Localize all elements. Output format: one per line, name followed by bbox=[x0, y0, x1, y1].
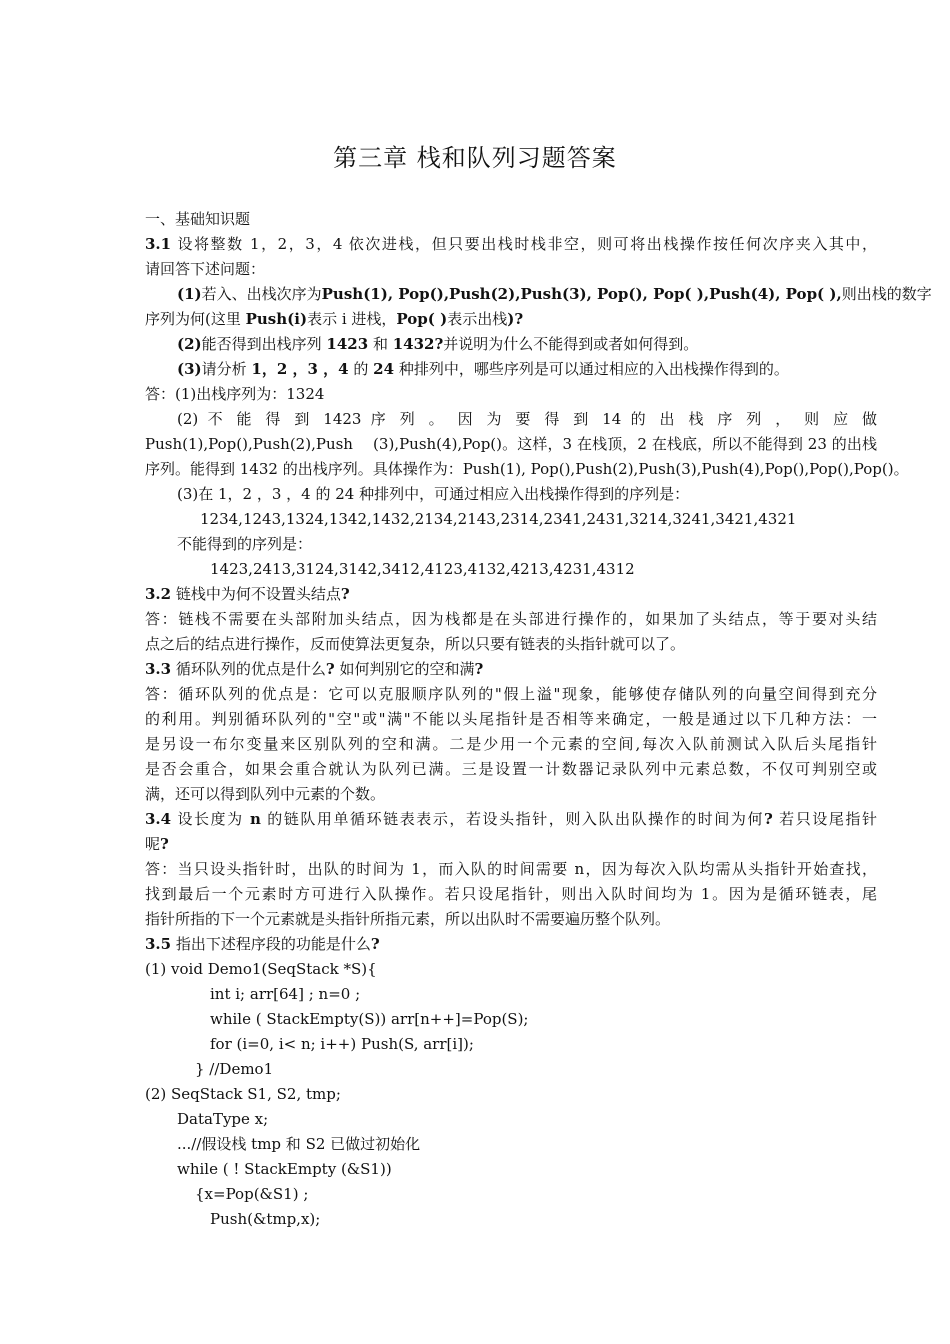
question-3-5-stem bbox=[145, 932, 380, 956]
count: 24 bbox=[373, 360, 395, 378]
question-number: 3.5 bbox=[145, 935, 172, 953]
answer-3-3-cont: 的利用。判别循环队列的"空"或"满"不能以头尾指针是否相等来确定，一般是通过以下几种方法：一 bbox=[145, 710, 877, 728]
question-number: 3.1 bbox=[145, 235, 172, 253]
part-text: 若入、出栈次序为 bbox=[201, 285, 322, 303]
code-line: } //Demo1 bbox=[195, 1060, 274, 1078]
question-3-3-stem bbox=[145, 657, 483, 681]
question-text: 呢 bbox=[145, 835, 161, 853]
part-text: 能否得到出栈序列 bbox=[201, 335, 327, 353]
code-line: while ( ! StackEmpty (&S1)) bbox=[177, 1160, 392, 1178]
code-line: Push(&tmp,x); bbox=[210, 1210, 321, 1228]
question-text: 如何判别它的空和满 bbox=[334, 660, 475, 678]
code-line: {x=Pop(&S1) ; bbox=[195, 1185, 309, 1203]
not-obtainable-label: 不能得到的序列是： bbox=[177, 535, 313, 553]
section-heading: 一、基础知识题 bbox=[145, 210, 251, 228]
question-number: 3.2 bbox=[145, 585, 172, 603]
question-text: 的链队用单循环链表表示，若设头指针，则入队出队操作的时间为何 bbox=[260, 810, 765, 828]
question-text: 设将整数 1，2，3，4 依次进栈，但只要出栈时栈非空，则可将出栈操作按任何次序夹入其中， bbox=[177, 235, 877, 253]
part-text: 序列为何(这里 bbox=[145, 310, 246, 328]
question-text: 循环队列的优点是什么 bbox=[175, 660, 326, 678]
question-number: 3.4 bbox=[145, 810, 172, 828]
question-3-1-stem-cont: 请回答下述问题： bbox=[145, 260, 266, 278]
question-number: 3.3 bbox=[145, 660, 172, 678]
sequence: 1432? bbox=[392, 335, 444, 353]
answer-3-1-2-cont: Push(1),Pop(),Push(2),Push (3),Push(4),Pop()。这样，3 在栈顶，2 在栈底，所以不能得到 23 的出栈 bbox=[145, 435, 877, 453]
question-text: 设长度为 bbox=[177, 810, 251, 828]
answer-3-4-cont: 指针所指的下一个元素就是头指针所指元素，所以出队时不需要遍历整个队列。 bbox=[145, 910, 671, 928]
part-text: )? bbox=[507, 310, 524, 328]
question-text: 若只设尾指针 bbox=[772, 810, 877, 828]
push-notation: Push(i) bbox=[245, 310, 308, 328]
part-text: 并说明为什么不能得到或者如何得到。 bbox=[443, 335, 699, 353]
pop-notation: Pop( ) bbox=[396, 310, 448, 328]
part-text: 种排列中，哪些序列是可以通过相应的入出栈操作得到的。 bbox=[394, 360, 789, 378]
question-text: 指出下述程序段的功能是什么 bbox=[175, 935, 371, 953]
obtainable-sequences: 1234,1243,1324,1342,1432,2134,2143,2314,2341,2431,3214,3241,3421,4321 bbox=[200, 510, 797, 528]
question-3-4-stem bbox=[145, 807, 877, 831]
question-mark: ? bbox=[160, 835, 169, 853]
answer-3-3: 答：循环队列的优点是：它可以克服顺序队列的"假上溢"现象，能够使存储队列的向量空间得到充分 bbox=[145, 685, 877, 703]
answer-3-2: 答：链栈不需要在头部附加头结点，因为栈都是在头部进行操作的，如果加了头结点，等于要对头结 bbox=[145, 610, 877, 628]
part-number: (2) bbox=[177, 335, 202, 353]
code-line: while ( StackEmpty(S)) arr[n++]=Pop(S); bbox=[210, 1010, 529, 1028]
part-text: 表示 i 进栈， bbox=[307, 310, 397, 328]
answer-3-3-cont: 是否会重合，如果会重合就认为队列已满。三是设置一计数器记录队列中元素总数，不仅可判别空或 bbox=[145, 760, 877, 778]
question-text: 链栈中为何不设置头结点 bbox=[175, 585, 341, 603]
answer-3-3-cont: 是另设一布尔变量来区别队列的空和满。二是少用一个元素的空间,每次入队前测试入队后头尾指针 bbox=[145, 735, 877, 753]
answer-3-1-2: (2) 不 能 得 到 1423 序 列 。 因 为 要 得 到 14 的 出 栈 序 列 ， 则 应 做 bbox=[177, 410, 877, 428]
question-3-1-part-1-cont bbox=[145, 307, 523, 331]
part-number: (1) bbox=[177, 285, 202, 303]
part-text: 则出栈的数字 bbox=[841, 285, 932, 303]
answer-3-1-3: (3)在 1，2 ，3 ，4 的 24 种排列中，可通过相应入出栈操作得到的序列是： bbox=[177, 485, 690, 503]
part-text: 和 bbox=[368, 335, 393, 353]
part-number: (3) bbox=[177, 360, 202, 378]
page-title: 第三章 栈和队列习题答案 bbox=[333, 144, 617, 172]
answer-3-1-2-cont: 序列。能得到 1432 的出栈序列。具体操作为：Push(1), Pop(),Push(2),Push(3),Push(4),Pop(),Pop(),Pop()。 bbox=[145, 460, 909, 478]
not-obtainable-sequences: 1423,2413,3124,3142,3412,4123,4132,4213,4231,4312 bbox=[210, 560, 635, 578]
answer-3-4: 答：当只设头指针时，出队的时间为 1，而入队的时间需要 n，因为每次入队均需从头指针开始查找， bbox=[145, 860, 877, 878]
question-mark: ? bbox=[340, 585, 350, 603]
question-3-1-part-3 bbox=[177, 357, 789, 381]
sequence: 1423 bbox=[326, 335, 369, 353]
question-mark: ? bbox=[370, 935, 380, 953]
part-text: 表示出栈 bbox=[447, 310, 508, 328]
operation-sequence: Push(1), Pop(),Push(2),Push(3), Pop(), Pop( ),Push(4), Pop( ), bbox=[321, 285, 842, 303]
question-3-1-part-1 bbox=[177, 282, 932, 306]
question-mark: ? bbox=[325, 660, 335, 678]
answer-3-1-1: 答：(1)出栈序列为：1324 bbox=[145, 385, 325, 403]
code-line: ...//假设栈 tmp 和 S2 已做过初始化 bbox=[177, 1135, 421, 1153]
code-line: int i; arr[64] ; n=0 ; bbox=[210, 985, 361, 1003]
code-line: (2) SeqStack S1, S2, tmp; bbox=[145, 1085, 341, 1103]
answer-3-4-cont: 找到最后一个元素时方可进行入队操作。若只设尾指针，则出入队时间均为 1。因为是循环链表，尾 bbox=[145, 885, 877, 903]
question-3-1-stem bbox=[145, 232, 877, 256]
answer-3-2-cont: 点之后的结点进行操作，反而使算法更复杂，所以只要有链表的头指针就可以了。 bbox=[145, 635, 686, 653]
code-line: (1) void Demo1(SeqStack *S){ bbox=[145, 960, 377, 978]
question-mark: ? bbox=[474, 660, 484, 678]
part-text: 的 bbox=[348, 360, 374, 378]
answer-3-3-cont: 满，还可以得到队列中元素的个数。 bbox=[145, 785, 386, 803]
numbers: 1，2 ，3 ，4 bbox=[251, 360, 349, 378]
question-3-1-part-2 bbox=[177, 332, 698, 356]
code-line: DataType x; bbox=[177, 1110, 269, 1128]
question-3-2-stem bbox=[145, 582, 350, 606]
question-3-4-stem-cont bbox=[145, 832, 169, 856]
part-text: 请分析 bbox=[201, 360, 252, 378]
question-mark: ? bbox=[764, 810, 773, 828]
code-line: for (i=0, i< n; i++) Push(S, arr[i]); bbox=[210, 1035, 474, 1053]
variable-n: n bbox=[250, 810, 261, 828]
